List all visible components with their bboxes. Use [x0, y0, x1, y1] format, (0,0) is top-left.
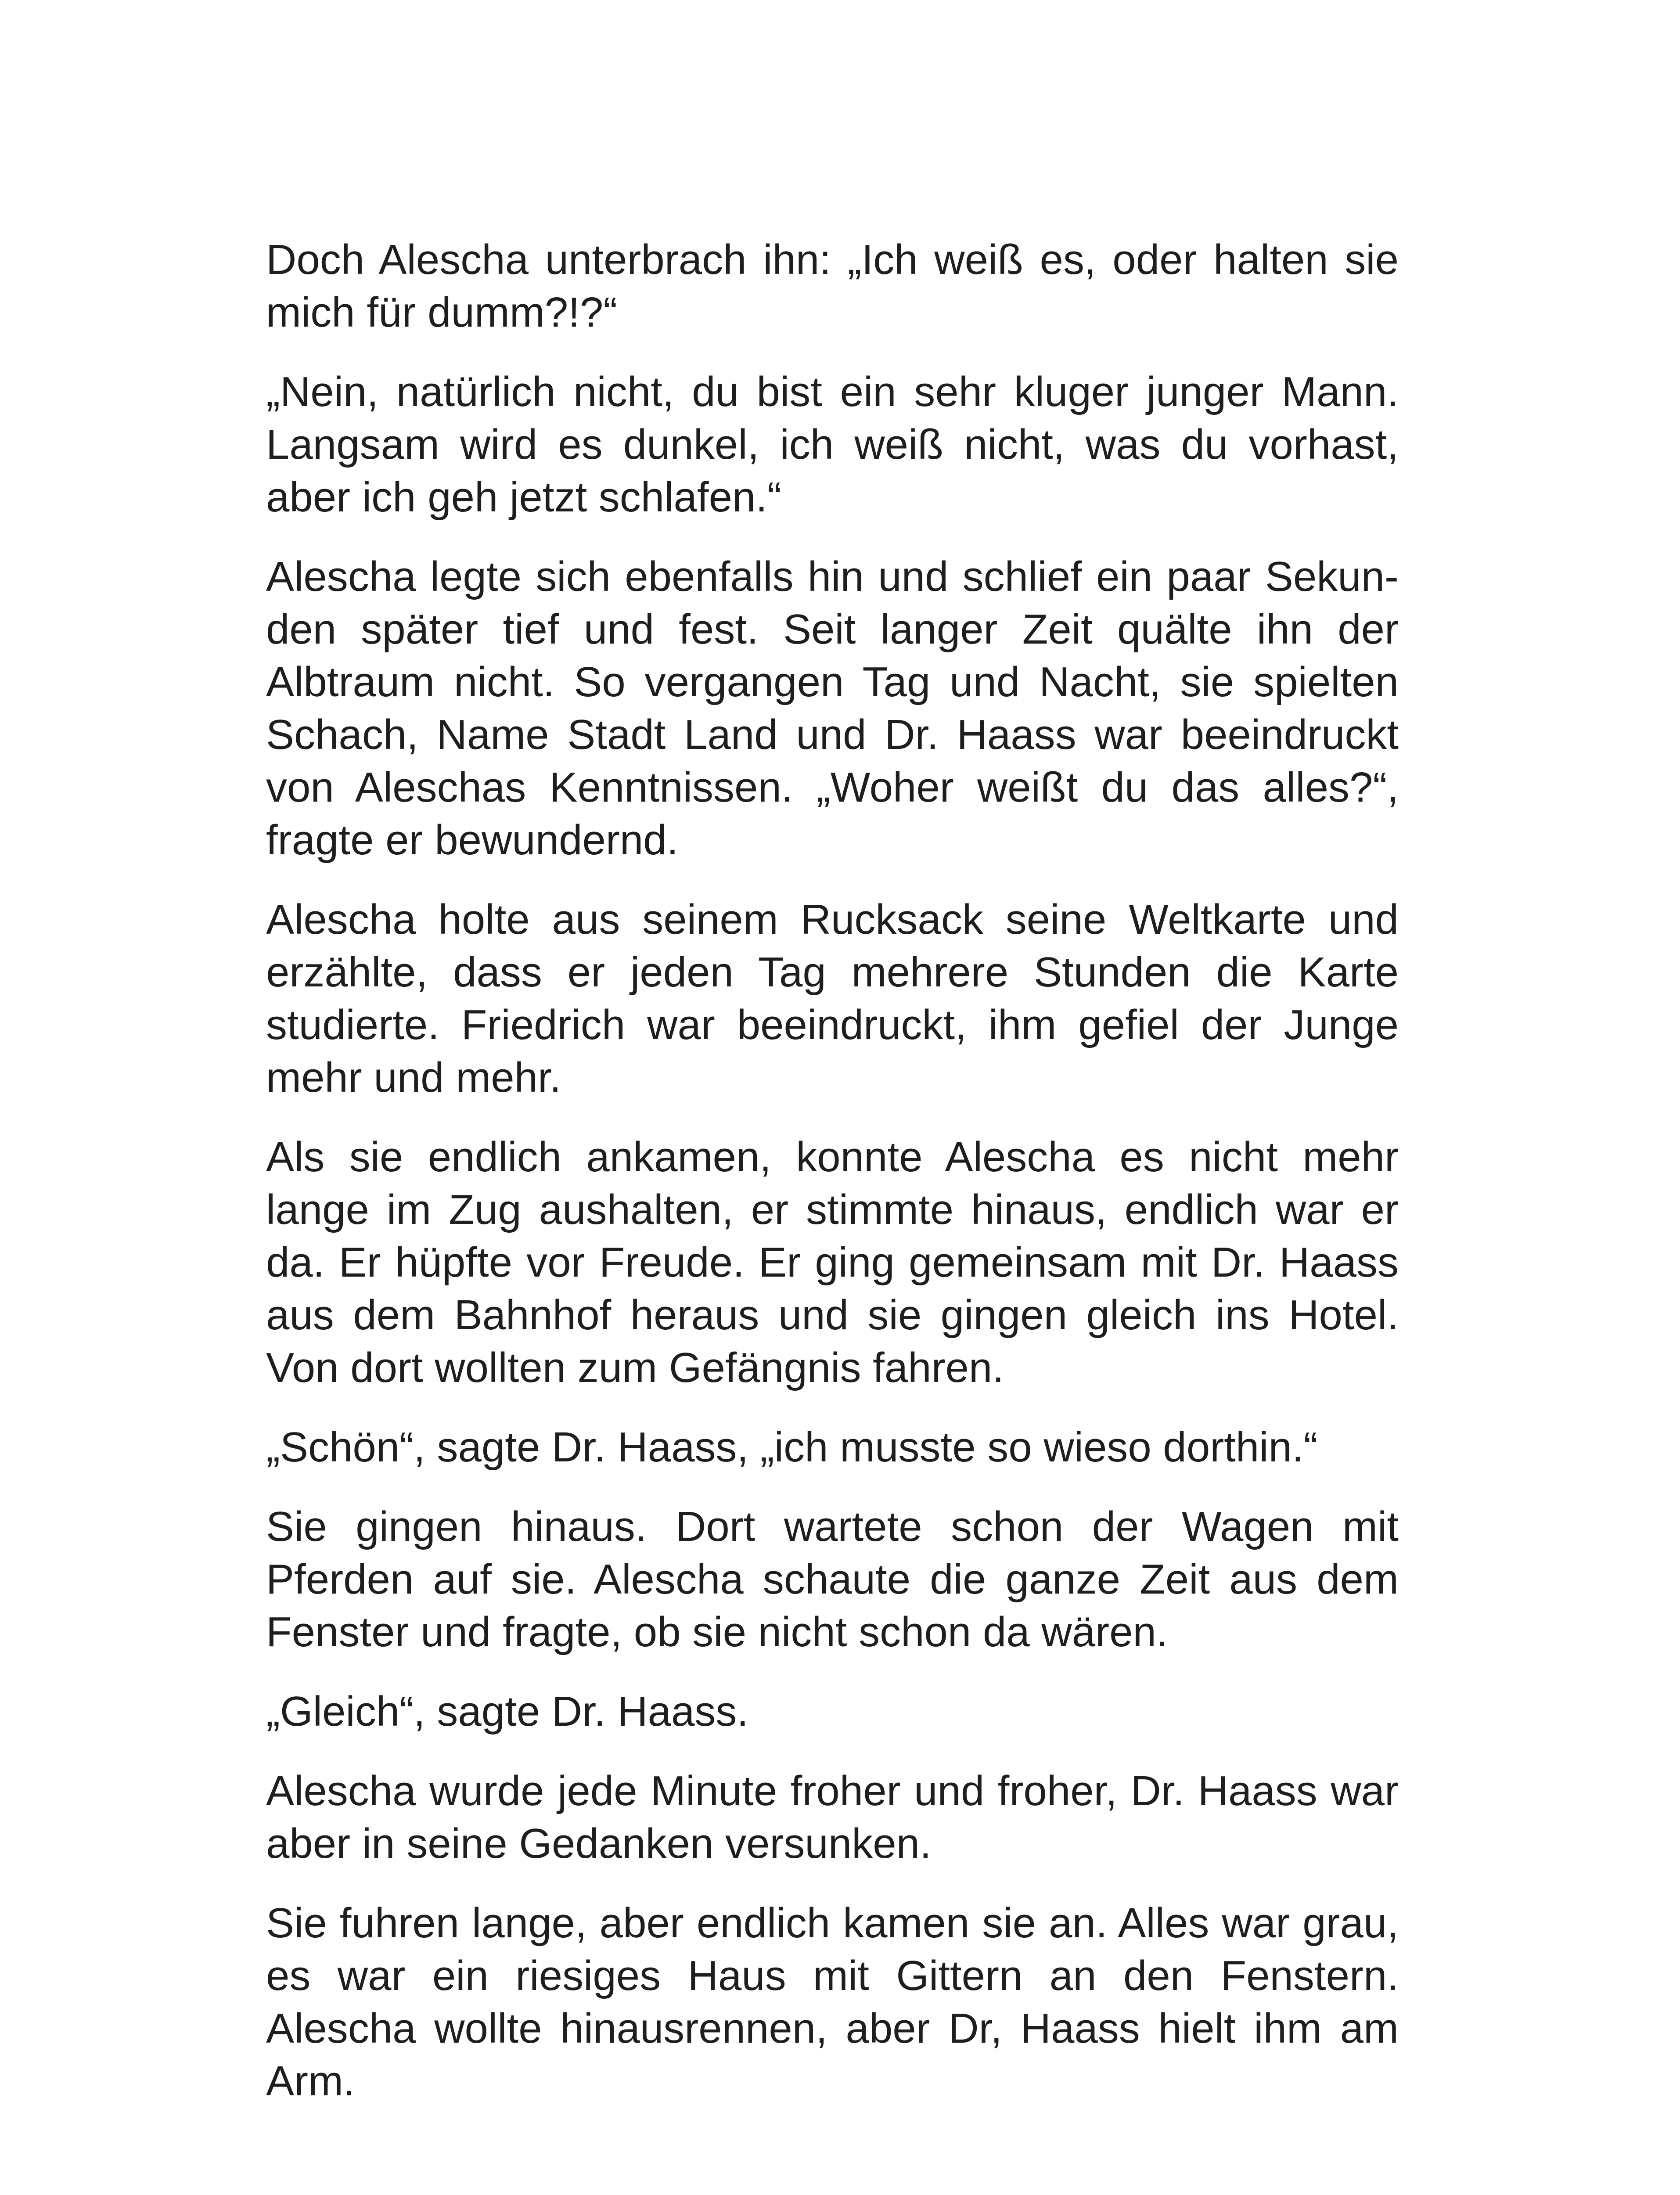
paragraph: Sie gingen hinaus. Dort wartete schon der Wagen mit Pferden auf sie. Alescha schaute die ganze Zeit aus dem Fenster und fragte, ob sie nicht schon da wären. — [266, 1503, 1399, 1655]
body-text — [266, 234, 1399, 2134]
paragraph: Alescha wurde jede Minute froher und froher, Dr. Haass war aber in seine Gedanken versunken. — [266, 1767, 1399, 1867]
paragraph: Alescha holte aus seinem Rucksack seine Weltkarte und erzählte, dass er jeden Tag mehrere Stunden die Karte studierte. Friedrich war beeindruckt, ihm gefiel der Junge mehr und mehr. — [266, 896, 1399, 1101]
paragraph: Doch Alescha unterbrach ihn: „Ich weiß es, oder halten sie mich für dumm?!?“ — [266, 236, 1399, 336]
paragraph: „Gleich“, sagte Dr. Haass. — [266, 1688, 749, 1735]
paragraph: Als sie endlich ankamen, konnte Alescha es nicht mehr lange im Zug aushalten, er stimmte hinaus, endlich war er da. Er hüpfte vor Freude. Er ging gemeinsam mit Dr. Haass aus dem Bahnhof heraus und sie gingen gleich ins Hotel. Von dort wollten zum Gefängnis fahren. — [266, 1133, 1399, 1391]
paragraph: „Schön“, sagte Dr. Haass, „ich musste so wieso dorthin.“ — [266, 1424, 1318, 1471]
paragraph: Sie fuhren lange, aber endlich kamen sie an. Alles war grau, es war ein riesiges Haus mit Gittern an den Fenstern. Alescha wollte hinausrennen, aber Dr, Haass hielt ihm am Arm. — [266, 1900, 1399, 2105]
paragraph: „Nein, natürlich nicht, du bist ein sehr kluger junger Mann. Langsam wird es dunkel, ich weiß nicht, was du vorhast, aber ich geh jetzt schlafen.“ — [266, 368, 1399, 521]
paragraph: Alescha legte sich ebenfalls hin und schlief ein paar Sekunden später tief und fest. Seit langer Zeit quälte ihn der Albtraum nicht. So vergangen Tag und Nacht, sie spielten Schach, Name Stadt Land und Dr. Haass war beeindruckt von Aleschas Kenntnissen. „Woher weißt du das alles?“, fragte er bewundernd. — [266, 553, 1399, 864]
